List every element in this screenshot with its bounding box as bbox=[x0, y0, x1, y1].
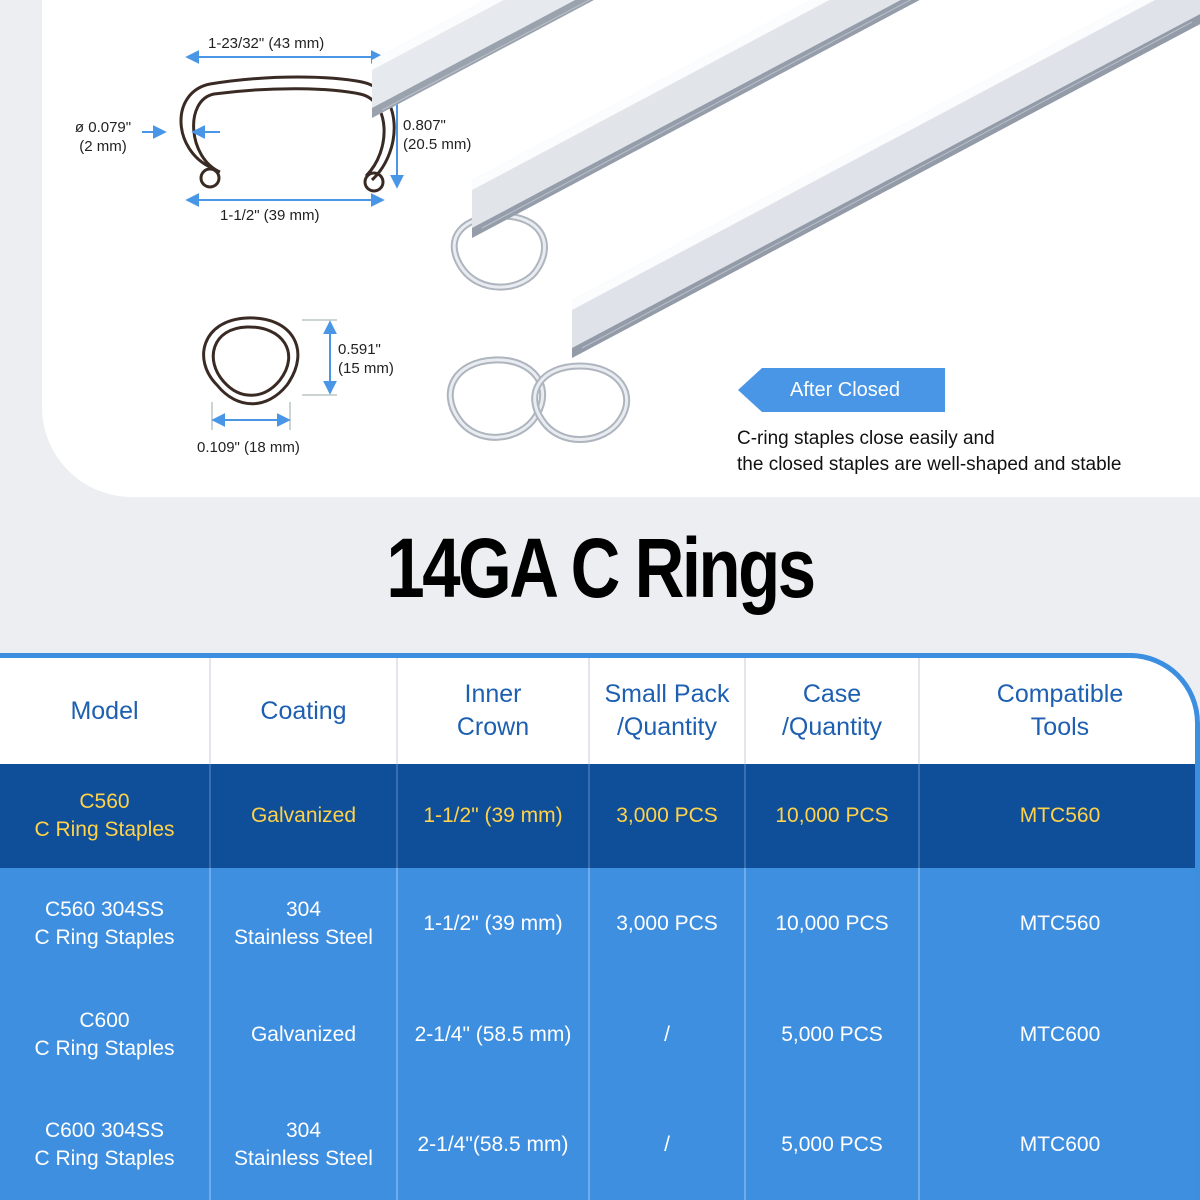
table-row-coating-cell bbox=[211, 1090, 398, 1200]
closed-height-dimension bbox=[338, 340, 394, 378]
staple-strips-photo bbox=[372, 0, 1200, 358]
closed-width-dimension: 0.109" (18 mm) bbox=[197, 439, 300, 456]
case-quantity-text: Case bbox=[802, 680, 862, 708]
coating-text: 304 bbox=[285, 1119, 322, 1142]
compatible-tools-text: MTC560 bbox=[1019, 912, 1101, 935]
table-header-row-compatible-tools-cell bbox=[920, 658, 1200, 764]
compatible-tools-text: Tools bbox=[1030, 713, 1090, 741]
table-row-highlighted-coating-cell bbox=[211, 764, 398, 868]
inner-crown-text: 1-1/2" (39 mm) bbox=[423, 804, 563, 827]
after-closed-label: After Closed bbox=[790, 378, 901, 401]
inner-crown-dimension: 1-1/2" (39 mm) bbox=[220, 207, 320, 224]
case-quantity-text: 10,000 PCS bbox=[775, 804, 889, 827]
height-inch: 0.807" bbox=[403, 117, 446, 134]
coating-text: Stainless Steel bbox=[234, 1147, 373, 1170]
page-title: 14GA C Rings bbox=[386, 521, 814, 615]
table-header-row-small-pack-quantity-cell bbox=[590, 658, 746, 764]
table-row-highlighted-model-cell bbox=[0, 764, 211, 868]
model-text: C Ring Staples bbox=[34, 1037, 175, 1060]
table-row-highlighted-small-pack-quantity-cell bbox=[590, 764, 746, 868]
small-pack-quantity-text: /Quantity bbox=[616, 713, 718, 741]
after-closed-description bbox=[737, 426, 1121, 478]
compatible-tools-text: MTC560 bbox=[1019, 804, 1101, 827]
coating-text: Galvanized bbox=[250, 1023, 357, 1046]
product-diagram-card bbox=[42, 0, 1200, 497]
table-row bbox=[0, 980, 1200, 1090]
small-pack-quantity-text: 3,000 PCS bbox=[616, 804, 718, 827]
coating-text: Galvanized bbox=[250, 804, 357, 827]
inner-crown-text: 1-1/2" (39 mm) bbox=[423, 912, 563, 935]
small-pack-quantity-text: / bbox=[664, 1133, 670, 1156]
table-row-inner-crown-cell bbox=[398, 1090, 590, 1200]
inner-crown-text: Inner bbox=[464, 680, 522, 708]
small-pack-quantity-text: 3,000 PCS bbox=[616, 912, 718, 935]
table-header-row bbox=[0, 658, 1200, 764]
table-row-case-quantity-cell bbox=[746, 980, 920, 1090]
coating-text: 304 bbox=[285, 898, 322, 921]
table-row-small-pack-quantity-cell bbox=[590, 868, 746, 980]
table-row-case-quantity-cell bbox=[746, 868, 920, 980]
model-text: C600 304SS bbox=[44, 1119, 165, 1142]
model-text: Model bbox=[70, 696, 139, 725]
model-text: C Ring Staples bbox=[34, 818, 175, 841]
compatible-tools-text: MTC600 bbox=[1019, 1133, 1101, 1156]
model-text: C Ring Staples bbox=[34, 926, 175, 949]
height-mm: (20.5 mm) bbox=[403, 136, 472, 153]
table-header-row-model-cell bbox=[0, 658, 211, 764]
case-quantity-text: /Quantity bbox=[781, 713, 883, 741]
inner-crown-text: 2-1/4"(58.5 mm) bbox=[417, 1133, 569, 1156]
after-closed-line-2: the closed staples are well-shaped and stable bbox=[737, 454, 1122, 475]
closed-height-mm: (15 mm) bbox=[338, 360, 394, 377]
closed-ring-drawing bbox=[204, 318, 298, 404]
inner-crown-text: 2-1/4" (58.5 mm) bbox=[414, 1023, 572, 1046]
inner-crown-text: Crown bbox=[456, 713, 530, 741]
table-row-inner-crown-cell bbox=[398, 868, 590, 980]
height-dimension bbox=[403, 116, 471, 154]
table-row-case-quantity-cell bbox=[746, 1090, 920, 1200]
width-dimension: 1-23/32" (43 mm) bbox=[208, 35, 325, 52]
closed-height-inch: 0.591" bbox=[338, 341, 381, 358]
table-row-highlighted-compatible-tools-cell bbox=[920, 764, 1200, 868]
table-row-highlighted-inner-crown-cell bbox=[398, 764, 590, 868]
model-text: C Ring Staples bbox=[34, 1147, 175, 1170]
wire-diameter-mm: (2 mm) bbox=[79, 138, 127, 155]
table-row-compatible-tools-cell bbox=[920, 980, 1200, 1090]
case-quantity-text: 10,000 PCS bbox=[775, 912, 889, 935]
case-quantity-text: 5,000 PCS bbox=[781, 1023, 883, 1046]
compatible-tools-text: MTC600 bbox=[1019, 1023, 1101, 1046]
table-row-model-cell bbox=[0, 1090, 211, 1200]
coating-text: Coating bbox=[260, 696, 347, 725]
table-header-row-inner-crown-cell bbox=[398, 658, 590, 764]
table-row-compatible-tools-cell bbox=[920, 868, 1200, 980]
compatible-tools-text: Compatible bbox=[996, 680, 1124, 708]
case-quantity-text: 5,000 PCS bbox=[781, 1133, 883, 1156]
model-text: C600 bbox=[79, 1009, 130, 1032]
wire-diameter-inch: ø 0.079" bbox=[74, 119, 132, 136]
diagram-illustration bbox=[42, 0, 1200, 497]
model-text: C560 bbox=[79, 790, 130, 813]
small-pack-quantity-text: / bbox=[664, 1023, 670, 1046]
wire-diameter-dimension bbox=[68, 118, 138, 156]
table-row-coating-cell bbox=[211, 980, 398, 1090]
table-header-row-case-quantity-cell bbox=[746, 658, 920, 764]
table-row-inner-crown-cell bbox=[398, 980, 590, 1090]
open-c-ring-drawing bbox=[181, 77, 394, 191]
after-closed-tag bbox=[738, 368, 945, 412]
small-pack-quantity-text: Small Pack bbox=[604, 680, 730, 708]
table-row-coating-cell bbox=[211, 868, 398, 980]
table-row bbox=[0, 1090, 1200, 1200]
after-closed-line-1: C-ring staples close easily and bbox=[737, 428, 995, 449]
table-row-compatible-tools-cell bbox=[920, 1090, 1200, 1200]
table-row-small-pack-quantity-cell bbox=[590, 1090, 746, 1200]
table-row bbox=[0, 868, 1200, 980]
table-row-highlighted bbox=[0, 764, 1200, 868]
table-row-small-pack-quantity-cell bbox=[590, 980, 746, 1090]
table-row-model-cell bbox=[0, 980, 211, 1090]
table-header-row-coating-cell bbox=[211, 658, 398, 764]
spec-table bbox=[0, 653, 1200, 1200]
table-row-model-cell bbox=[0, 868, 211, 980]
coating-text: Stainless Steel bbox=[234, 926, 373, 949]
table-row-highlighted-case-quantity-cell bbox=[746, 764, 920, 868]
model-text: C560 304SS bbox=[44, 898, 165, 921]
